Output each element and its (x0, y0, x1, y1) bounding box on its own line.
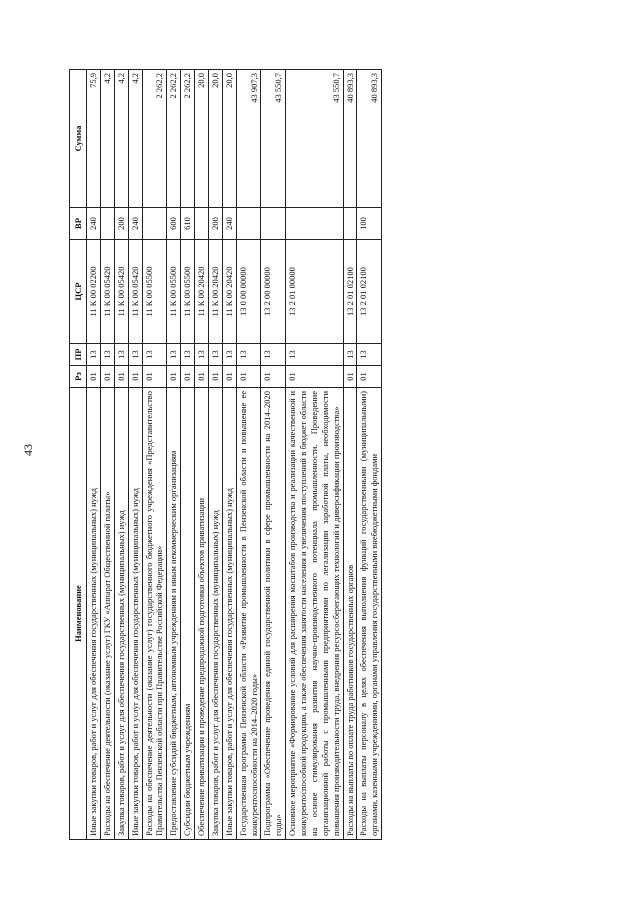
row-rz: 01 (100, 366, 114, 388)
row-name: Иные закупки товаров, работ и услуг для обеспечения государственных (муниципальных) нужд (128, 388, 142, 840)
table-header-row (70, 70, 87, 840)
table-row (195, 70, 209, 840)
rotated-table-container (69, 70, 565, 840)
row-vr (236, 208, 261, 240)
row-vr: 200 (114, 208, 128, 240)
row-rz: 01 (286, 366, 343, 388)
row-csr: 11 К 00 05420 (114, 240, 128, 344)
row-vr: 600 (167, 208, 181, 240)
table-row (100, 70, 114, 840)
row-name: Иные закупки товаров, работ и услуг для обеспечения государственных (муниципальных) нужд (87, 388, 101, 840)
row-vr: 200 (208, 208, 222, 240)
row-name: Предоставление субсидий бюджетным, автономным учреждениям и иным некоммерческим организациям (167, 388, 181, 840)
table-row (142, 70, 167, 840)
row-pr: 13 (128, 344, 142, 366)
row-pr: 13 (167, 344, 181, 366)
table-row (343, 70, 357, 840)
row-csr: 11 К 00 05500 (167, 240, 181, 344)
row-pr: 13 (222, 344, 236, 366)
row-name: Расходы на обеспечение деятельности (оказание услуг) ГКУ «Аппарат Общественной палаты» (100, 388, 114, 840)
row-sum: 4,2 (128, 70, 142, 208)
row-sum: 20,0 (208, 70, 222, 208)
row-csr: 11 К 00 20420 (208, 240, 222, 344)
row-rz: 01 (236, 366, 261, 388)
row-sum: 2 262,2 (181, 70, 195, 208)
row-name: Расходы на обеспечение деятельности (оказание услуг) государственного бюджетного учреждения «Представительство Правительства Пензенской области при Правительстве Российской Федерации» (142, 388, 167, 840)
row-name: Подпрограмма «Обеспечение проведения единой государственной политики в сфере промышленности на 2014–2020 годы» (261, 388, 286, 840)
row-rz: 01 (261, 366, 286, 388)
row-sum: 43 550,7 (286, 70, 343, 208)
header-sum: Сумма (70, 70, 87, 208)
table-row (286, 70, 343, 840)
row-csr: 11 К 00 20420 (195, 240, 209, 344)
header-name: Наименование (70, 388, 87, 840)
row-csr: 11 К 00 05420 (100, 240, 114, 344)
row-vr: 240 (128, 208, 142, 240)
row-pr: 13 (357, 344, 382, 366)
row-rz: 01 (167, 366, 181, 388)
row-vr: 610 (181, 208, 195, 240)
row-name: Обеспечение приватизации и проведение предпродажной подготовки объектов приватизации (195, 388, 209, 840)
row-pr: 13 (286, 344, 343, 366)
row-csr: 13 2 01 00000 (286, 240, 343, 344)
row-name: Расходы на выплаты по оплате труда работников государственных органов (343, 388, 357, 840)
row-pr: 13 (208, 344, 222, 366)
row-csr: 13 0 00 00000 (236, 240, 261, 344)
row-vr (142, 208, 167, 240)
row-vr (343, 208, 357, 240)
row-sum: 40 893,3 (343, 70, 357, 208)
row-vr: 100 (357, 208, 382, 240)
row-pr: 13 (100, 344, 114, 366)
row-name: Основное мероприятие «Формирование условий для расширения масштабов производства и реализации качественной и конкурентоспособной продукции, а также обеспечения занятости населения и увеличения поступлений в бюджет области на основе стимулирования развития научно-производственного потенциала промышленности. Проведение организационной работы с промышленными предприятиями по легализации заработной платы, необходимости повышения производительности труда, внедрения ресурсосберегающих технологий и диверсификации производства» (286, 388, 343, 840)
row-sum: 4,2 (114, 70, 128, 208)
row-rz: 01 (343, 366, 357, 388)
table-row (87, 70, 101, 840)
row-name: Иные закупки товаров, работ и услуг для обеспечения государственных (муниципальных) нужд (222, 388, 236, 840)
row-rz: 01 (181, 366, 195, 388)
row-name: Закупка товаров, работ и услуг для обеспечения государственных (муниципальных) нужд (114, 388, 128, 840)
budget-table (69, 69, 382, 840)
row-csr: 11 К 00 02200 (87, 240, 101, 344)
row-sum: 4,2 (100, 70, 114, 208)
row-csr: 11 К 00 05500 (142, 240, 167, 344)
table-row (236, 70, 261, 840)
row-pr: 13 (195, 344, 209, 366)
row-vr: 240 (222, 208, 236, 240)
header-pr: ПР (70, 344, 87, 366)
row-sum: 20,0 (195, 70, 209, 208)
row-pr: 13 (261, 344, 286, 366)
page-number: 43 (21, 444, 35, 456)
row-vr (195, 208, 209, 240)
row-pr: 13 (87, 344, 101, 366)
row-vr (286, 208, 343, 240)
table-row (208, 70, 222, 840)
row-sum: 75,9 (87, 70, 101, 208)
row-rz: 01 (87, 366, 101, 388)
row-csr: 13 2 01 02100 (343, 240, 357, 344)
table-row (128, 70, 142, 840)
row-sum: 43 907,3 (236, 70, 261, 208)
row-csr: 11 К 00 05500 (181, 240, 195, 344)
row-vr: 240 (87, 208, 101, 240)
table-row (114, 70, 128, 840)
header-rz: Рз (70, 366, 87, 388)
row-csr: 11 К 00 05420 (128, 240, 142, 344)
row-sum: 2 262,2 (142, 70, 167, 208)
row-pr: 13 (181, 344, 195, 366)
row-pr: 13 (236, 344, 261, 366)
header-vr: ВР (70, 208, 87, 240)
row-rz: 01 (357, 366, 382, 388)
table-row (167, 70, 181, 840)
row-pr: 13 (114, 344, 128, 366)
row-name: Расходы на выплаты персоналу в целях обеспечения выполнения функций государственными (муниципальными) органами, казенными учреждениями, органами управления государственными внебюджетными фондами (357, 388, 382, 840)
row-rz: 01 (208, 366, 222, 388)
table-row (222, 70, 236, 840)
row-rz: 01 (195, 366, 209, 388)
header-csr: ЦСР (70, 240, 87, 344)
table-row (261, 70, 286, 840)
table-row (181, 70, 195, 840)
row-rz: 01 (128, 366, 142, 388)
row-rz: 01 (142, 366, 167, 388)
row-sum: 43 550,7 (261, 70, 286, 208)
table-row (357, 70, 382, 840)
row-vr (100, 208, 114, 240)
row-sum: 20,0 (222, 70, 236, 208)
row-name: Закупка товаров, работ и услуг для обеспечения государственных (муниципальных) нужд (208, 388, 222, 840)
row-name: Субсидии бюджетным учреждениям (181, 388, 195, 840)
row-csr: 13 2 00 00000 (261, 240, 286, 344)
row-name: Государственная программа Пензенской области «Развитие промышленности в Пензенской области и повышение ее конкурентоспособности на 2014–2020 годы» (236, 388, 261, 840)
row-csr: 13 2 01 02100 (357, 240, 382, 344)
row-pr: 13 (142, 344, 167, 366)
row-sum: 40 893,3 (357, 70, 382, 208)
row-vr (261, 208, 286, 240)
row-csr: 11 К 00 20420 (222, 240, 236, 344)
row-pr: 13 (343, 344, 357, 366)
row-rz: 01 (222, 366, 236, 388)
row-rz: 01 (114, 366, 128, 388)
row-sum: 2 262,2 (167, 70, 181, 208)
